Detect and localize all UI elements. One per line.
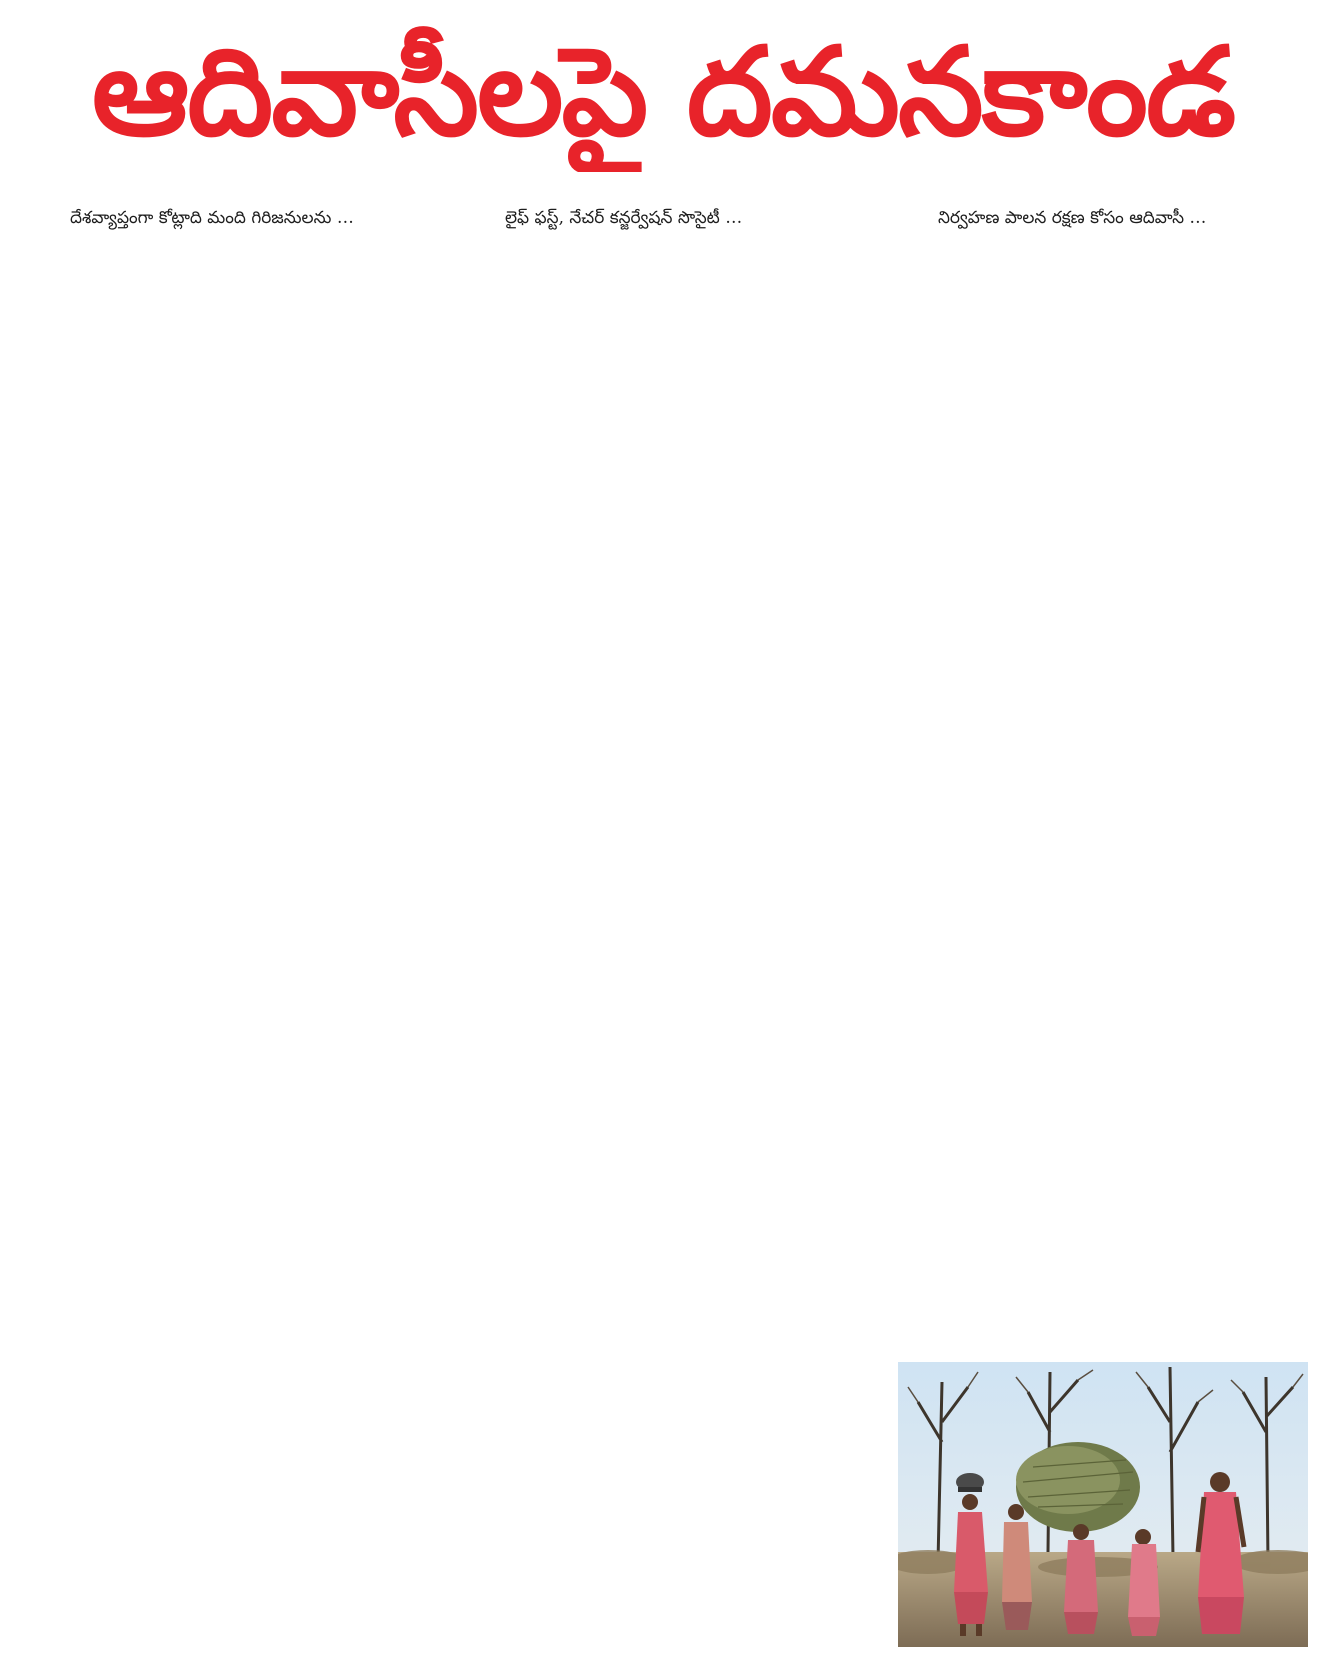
article-column-2 xyxy=(465,205,870,1645)
photo-illustration xyxy=(898,1362,1308,1647)
article-column-1 xyxy=(30,205,428,1645)
column-1-text: దేశవ్యాప్తంగా కోట్లాది మంది గిరిజనులను … xyxy=(70,208,354,228)
column-2-text: లైఫ్ ఫస్ట్, నేచర్ కన్జర్వేషన్ సొసైటీ … xyxy=(505,208,743,228)
headline: ఆదివాసీలపై దమనకాండ xyxy=(91,21,1235,163)
women-carrying-fodder-photo xyxy=(898,1362,1308,1647)
column-3-text: నిర్వహణ పాలన రక్షణ కోసం ఆదివాసీ … xyxy=(938,208,1207,228)
article-column-3 xyxy=(898,205,1308,1330)
